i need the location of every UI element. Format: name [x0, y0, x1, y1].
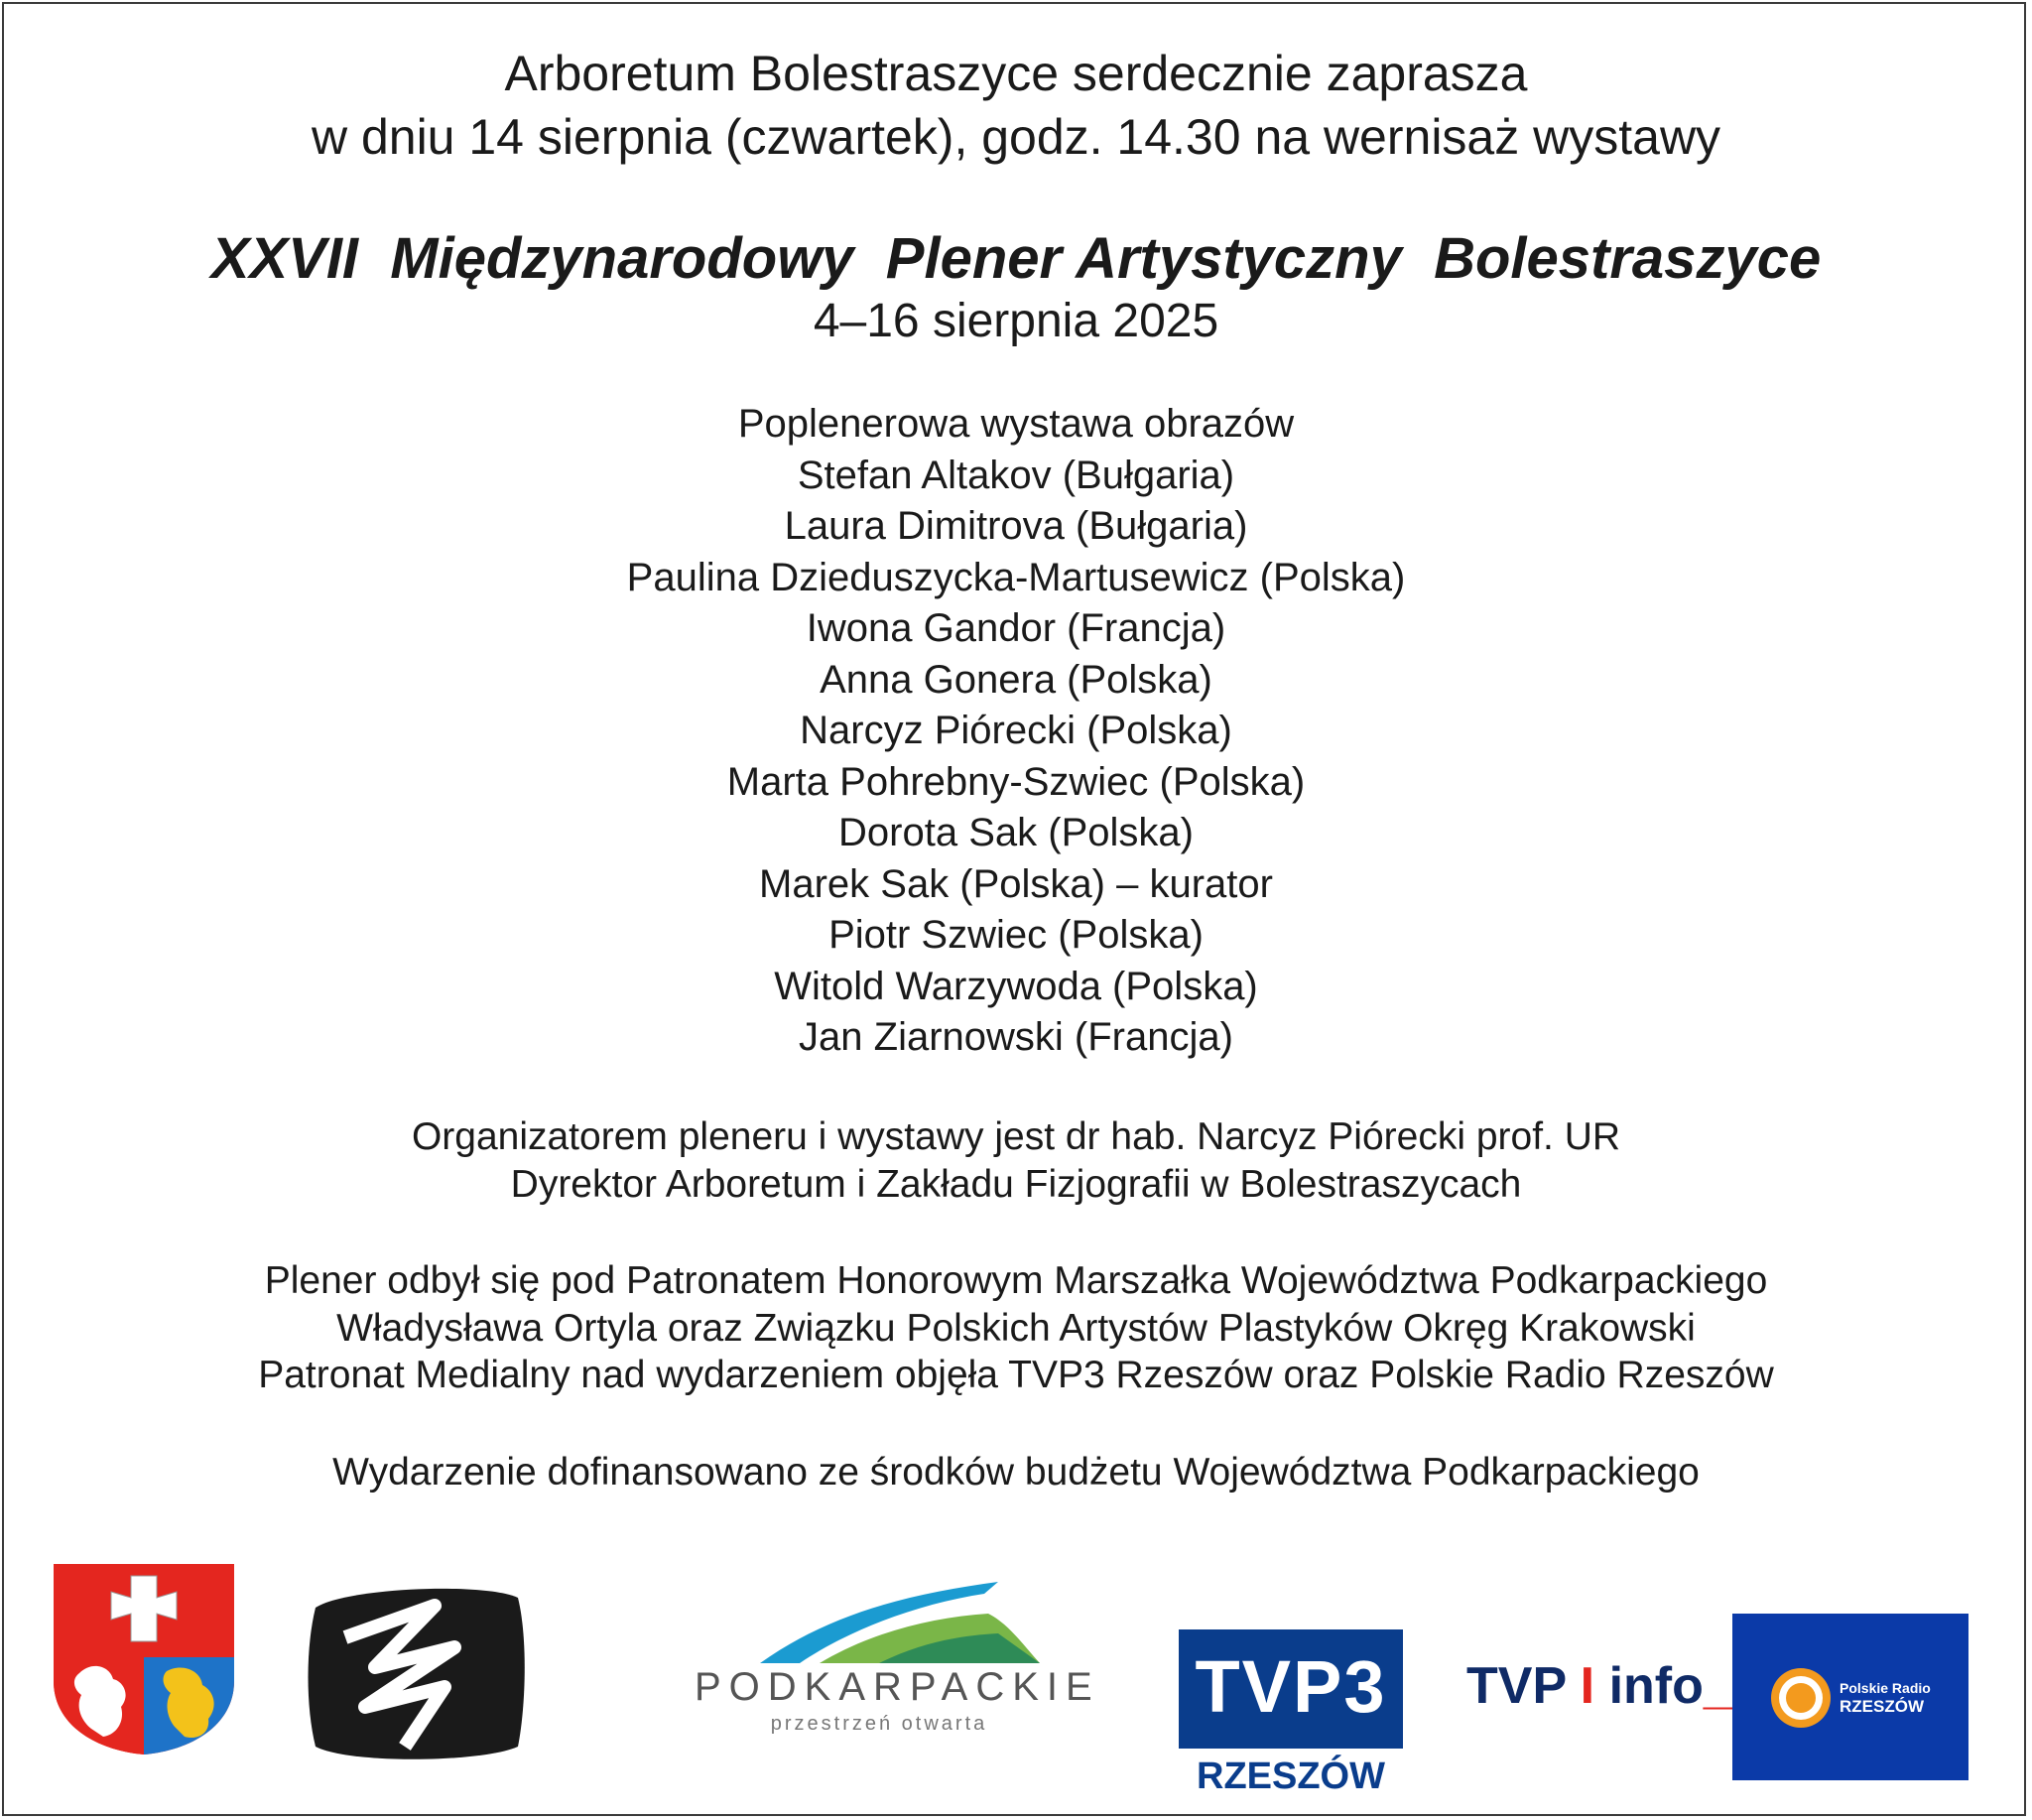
invitation-text	[0, 42, 2032, 169]
tvp-info-logo	[1466, 1651, 1732, 1721]
patronage-line-1: Plener odbył się pod Patronatem Honorowym Marszałka Województwa Podkarpackiego	[264, 1259, 1768, 1302]
tvp-info-info: info	[1608, 1657, 1704, 1715]
podkarpackie-wordmark: PODKARPACKIE	[695, 1665, 1100, 1709]
podkarpackie-tagline: przestrzeń otwarta	[770, 1713, 988, 1735]
podkarpackie-swoosh-icon	[760, 1574, 1040, 1665]
artists-list	[0, 399, 2032, 1064]
tvp-info-tvp: TVP	[1466, 1657, 1567, 1715]
polskie-radio-city: RZESZÓW	[1840, 1697, 1924, 1716]
artist-item: Laura Dimitrova (Bułgaria)	[784, 504, 1248, 548]
podkarpackie-coat-of-arms-icon	[52, 1562, 236, 1756]
zpap-logo-icon	[306, 1578, 528, 1766]
artist-item: Anna Gonera (Polska)	[820, 657, 1212, 702]
patronage-text	[0, 1257, 2032, 1399]
patronage-line-2: Władysława Ortyla oraz Związku Polskich Artystów Plastyków Okręg Krakowski	[336, 1306, 1696, 1350]
tvp3-city: RZESZÓW	[1197, 1755, 1385, 1797]
event-dates: 4–16 sierpnia 2025	[813, 295, 1219, 347]
artist-item: Dorota Sak (Polska)	[838, 811, 1194, 854]
organizer-line-2: Dyrektor Arboretum i Zakładu Fizjografii w Bolestraszycach	[510, 1163, 1522, 1206]
tvp-info-underscore: _	[1703, 1657, 1732, 1715]
invitation-line-2: w dniu 14 sierpnia (czwartek), godz. 14.30 na wernisaż wystawy	[311, 109, 1721, 165]
artist-item: Stefan Altakov (Bułgaria)	[797, 453, 1235, 497]
funding-text: Wydarzenie dofinansowano ze środków budżetu Województwa Podkarpackiego	[332, 1451, 1700, 1494]
patronage-line-3: Patronat Medialny nad wydarzeniem objęła TVP3 Rzeszów oraz Polskie Radio Rzeszów	[258, 1354, 1774, 1396]
artist-item: Piotr Szwiec (Polska)	[828, 913, 1204, 957]
artist-item: Marta Pohrebny-Szwiec (Polska)	[726, 759, 1306, 804]
event-title: XXVII Międzynarodowy Plener Artystyczny Bolestraszyce	[210, 226, 1822, 291]
artist-item: Jan Ziarnowski (Francja)	[799, 1015, 1233, 1059]
exhibition-heading: Poplenerowa wystawa obrazów	[737, 402, 1295, 446]
organizer-line-1: Organizatorem pleneru i wystawy jest dr hab. Narcyz Piórecki prof. UR	[411, 1115, 1621, 1158]
artist-item: Paulina Dzieduszycka-Martusewicz (Polska)	[626, 555, 1406, 599]
artist-item: Witold Warzywoda (Polska)	[774, 964, 1258, 1008]
invitation-line-1: Arboretum Bolestraszyce serdecznie zaprasza	[504, 46, 1528, 101]
artist-item: Iwona Gandor (Francja)	[806, 606, 1226, 650]
organizer-text	[0, 1113, 2032, 1209]
tvp3-logo: TVP3	[1195, 1645, 1387, 1728]
tvp-info-bar: I	[1580, 1657, 1595, 1715]
polskie-radio-sun-icon	[1770, 1667, 1832, 1729]
artist-item: Marek Sak (Polska) – kurator	[759, 861, 1273, 906]
artist-item: Narcyz Piórecki (Polska)	[800, 709, 1232, 752]
polskie-radio-name: Polskie Radio	[1840, 1680, 1931, 1696]
